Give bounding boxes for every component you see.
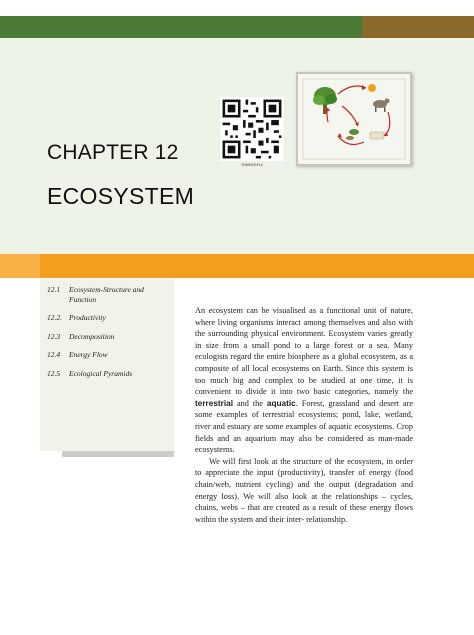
toc-item-label: Decomposition <box>69 331 115 341</box>
toc-item-number: 12.4 <box>47 350 61 359</box>
intro-paragraph-2: We will first look at the structure of the ecosystem, in order to appreciate the input (productivity), transfer of energy (food chain/web, nutrient cycling) and the output (degradation and energy loss). We will also look at the relationships – cycles, chains, webs – that are created as a result of these energy flows within the system and their inter- relationship. <box>195 456 413 524</box>
section-divider-bar <box>0 254 474 278</box>
toc-item[interactable] <box>47 332 171 342</box>
toc-item[interactable] <box>47 369 171 379</box>
term-aquatic: aquatic <box>266 398 296 408</box>
toc-item[interactable] <box>47 313 171 323</box>
chapter-number: CHAPTER 12 <box>47 141 179 164</box>
toc-item-label: Ecological Pyramids <box>69 368 133 378</box>
toc-item-number: 12.3 <box>47 331 61 341</box>
section-divider-accent <box>0 254 40 278</box>
contents-sidebar-underline <box>62 451 174 457</box>
toc-item-number: 12.1 <box>47 285 61 294</box>
toc-item-label: Ecosystem-Structure and Function <box>69 285 144 304</box>
chapter-title: ECOSYSTEM <box>47 183 195 209</box>
ecosystem-cycle-illustration <box>296 72 412 166</box>
toc-item-number: 12.2. <box>47 313 62 322</box>
qr-code-caption: G9WE2H14 <box>241 162 263 167</box>
toc-item-number: 12.5 <box>47 368 61 378</box>
table-of-contents <box>47 285 171 387</box>
header-bar-green <box>0 16 362 38</box>
toc-item-label: Energy Flow <box>69 350 108 359</box>
term-terrestrial: terrestrial <box>195 398 234 408</box>
chapter-introduction <box>195 305 413 525</box>
intro-paragraph-1: An ecosystem can be visualised as a functional unit of nature, where living organisms interact among themselves and also with the surrounding physical environment. Ecosystem varies greatly in size from a small pond to a large forest or a sea. Many ecologists regard the entire biosphere as a global ecosystem, as a composite of all local ecosystems on Earth. Since this system is too much big and complex to be studied at one time, it is convenient to divide it into two basic categories, namely the terrestrial and the aquatic. Forest, grassland and desert are some examples of terrestrial ecosystems; pond, lake, wetland, river and estuary are some examples of aquatic ecosystems. Crop fields and an aquarium may also be considered as man-made ecosystems. <box>195 306 414 455</box>
toc-item[interactable] <box>47 350 171 360</box>
toc-item-label: Productivity <box>69 313 106 322</box>
toc-item[interactable] <box>47 285 171 304</box>
qr-code-icon[interactable] <box>220 97 284 161</box>
header-bar-brown <box>362 16 474 38</box>
